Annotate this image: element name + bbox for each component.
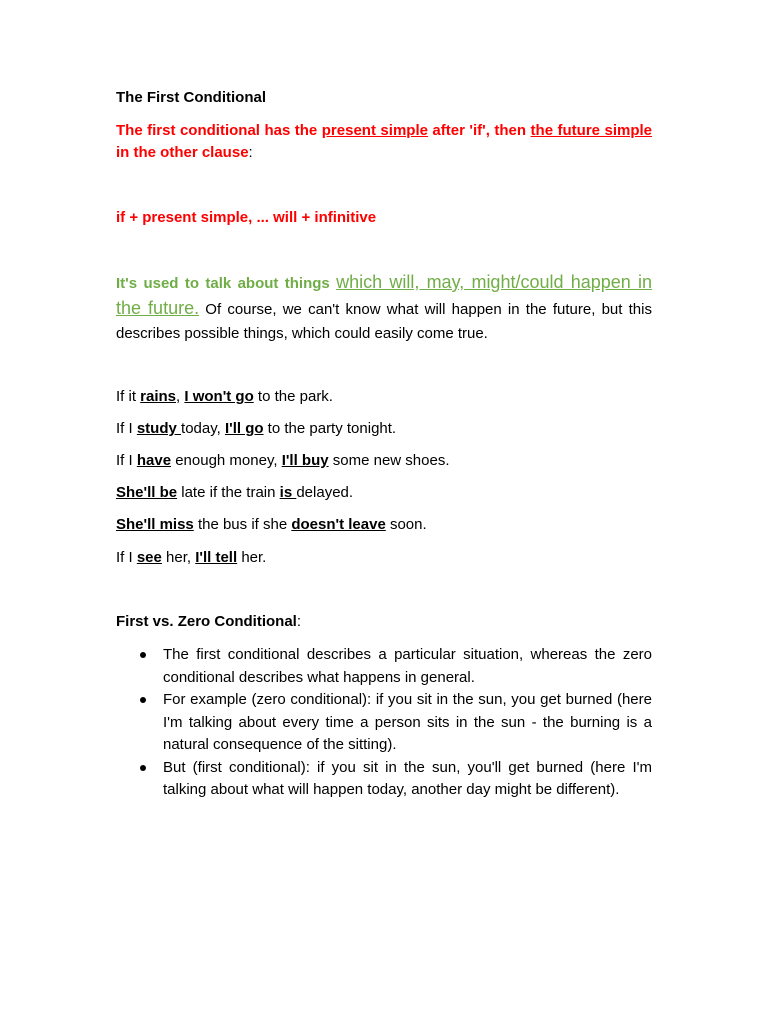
example-text: If I — [116, 549, 137, 566]
example-sentence — [116, 450, 450, 472]
example-sentence — [116, 547, 266, 569]
example-text: some new shoes. — [328, 452, 450, 469]
usage-paragraph — [116, 270, 652, 346]
example-keyword: I'll buy — [281, 452, 329, 469]
rule-present-simple: present simple — [321, 122, 428, 139]
list-item: The first conditional describes a particular situation, whereas the zero conditional describes what happens in general. — [163, 644, 652, 689]
vs-colon: : — [296, 613, 302, 630]
example-text: , — [176, 388, 185, 405]
example-keyword: have — [136, 452, 172, 469]
example-text: If it — [116, 388, 141, 405]
example-keyword: study — [136, 420, 182, 437]
usage-highlight: which will, may, might/could happen in the future. — [116, 272, 652, 318]
formula: if + present simple, ... will + infinitive — [116, 209, 377, 226]
example-keyword: I'll tell — [195, 549, 238, 566]
example-keyword: rains — [140, 388, 177, 405]
example-text: her, — [161, 549, 196, 566]
list-item: For example (zero conditional): if you sit in the sun, you get burned (here I'm talking about every time a person sits in the sun - the burning is a natural consequence of the sitting). — [163, 689, 652, 757]
rule-paragraph — [116, 120, 652, 164]
example-text: to the party tonight. — [263, 420, 397, 437]
example-text: to the park. — [253, 388, 333, 405]
usage-text-1: It's used to talk about things — [116, 275, 337, 292]
usage-text-2: Of course, we can't know what will happen in the future, but this describes possible things, which could easily come true. — [116, 301, 652, 342]
example-keyword: She'll be — [116, 484, 178, 501]
example-keyword: I won't go — [184, 388, 254, 405]
rule-text-1: The first conditional has the — [116, 122, 322, 139]
example-text: late if the train — [177, 484, 280, 501]
example-text: the bus if she — [193, 516, 292, 533]
example-keyword: doesn't leave — [291, 516, 386, 533]
example-text: enough money, — [171, 452, 282, 469]
example-keyword: see — [136, 549, 162, 566]
page-title: The First Conditional — [116, 89, 266, 106]
example-text: If I — [116, 420, 137, 437]
example-text: If I — [116, 452, 137, 469]
example-keyword: She'll miss — [116, 516, 194, 533]
rule-text-3: in the other clause — [116, 144, 249, 161]
list-item: But (first conditional): if you sit in the sun, you'll get burned (here I'm talking about what will happen today, another day might be different). — [163, 757, 652, 802]
comparison-list — [116, 644, 652, 802]
section-heading — [116, 611, 301, 633]
rule-future-simple: the future simple — [530, 122, 653, 139]
example-text: today, — [181, 420, 225, 437]
example-sentence — [116, 386, 333, 408]
example-keyword: I'll go — [224, 420, 264, 437]
example-sentence — [116, 482, 353, 504]
example-text: delayed. — [296, 484, 354, 501]
example-text: her. — [237, 549, 267, 566]
rule-text-2: after 'if', then — [427, 122, 531, 139]
rule-colon: : — [248, 144, 253, 161]
example-keyword: is — [279, 484, 297, 501]
example-text: soon. — [385, 516, 427, 533]
example-sentence — [116, 514, 427, 536]
vs-title: First vs. Zero Conditional — [116, 613, 297, 630]
example-sentence — [116, 418, 396, 440]
